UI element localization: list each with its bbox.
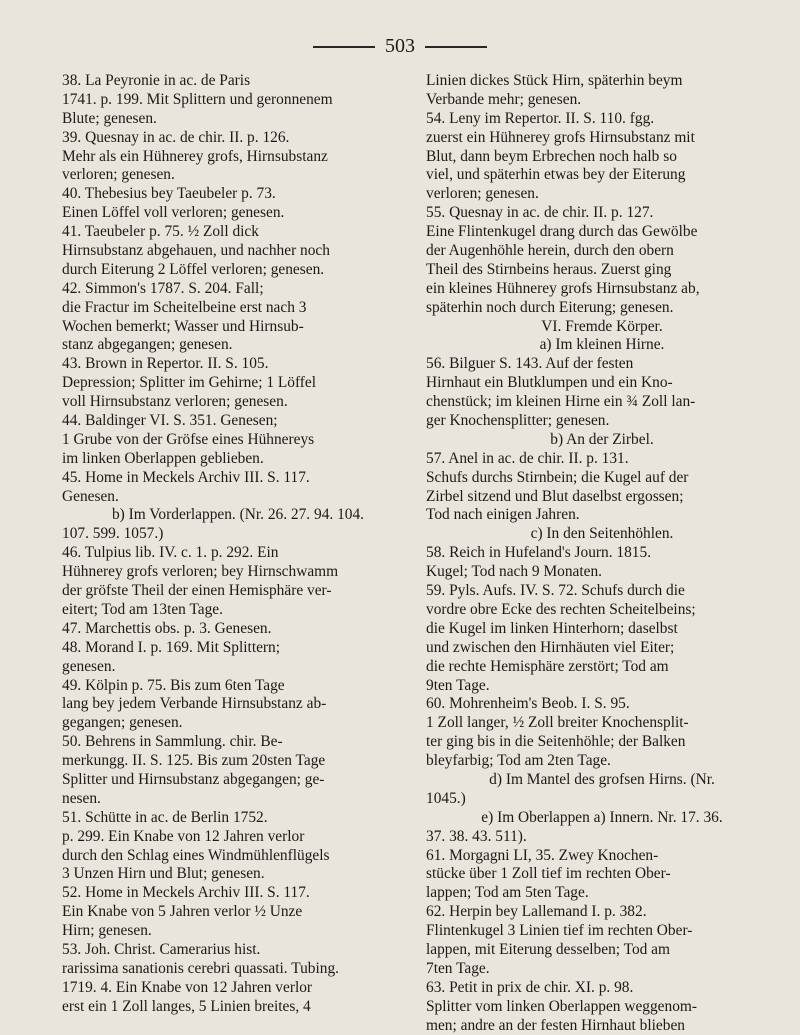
text-line: Flintenkugel 3 Linien tief im rechten Ober- xyxy=(426,922,693,940)
text-line: 61. Morgagni LI, 35. Zwey Knochen- xyxy=(426,846,659,864)
text-line: Mehr als ein Hühnerey grofs, Hirnsubstanz xyxy=(62,147,328,165)
text-line: Tod nach einigen Jahren. xyxy=(426,506,580,524)
text-line: 56. Bilguer S. 143. Auf der festen xyxy=(426,355,634,373)
text-line: gegangen; genesen. xyxy=(62,714,183,732)
left-column xyxy=(62,72,414,1017)
page-header xyxy=(0,34,800,58)
text-line: 54. Leny im Repertor. II. S. 110. fgg. xyxy=(426,109,655,127)
text-line: 1045.) xyxy=(426,789,466,807)
text-line: der gröfste Theil der einen Hemisphäre ver- xyxy=(62,582,332,600)
text-line: Ein Knabe von 5 Jahren verlor ½ Unze xyxy=(62,903,303,921)
text-line: vordre obre Ecke des rechten Scheitelbeins; xyxy=(426,600,696,618)
text-line: 42. Simmon's 1787. S. 204. Fall; xyxy=(62,279,264,297)
text-line: 48. Morand I. p. 169. Mit Splittern; xyxy=(62,638,281,656)
text-line: viel, und späterhin etwas bey der Eiterung xyxy=(426,166,686,184)
text-line: p. 299. Ein Knabe von 12 Jahren verlor xyxy=(62,827,305,845)
text-line: Theil des Stirnbeins heraus. Zuerst ging xyxy=(426,260,672,278)
text-line: Hühnerey grofs verloren; bey Hirnschwamm xyxy=(62,563,339,581)
text-line: Kugel; Tod nach 9 Monaten. xyxy=(426,563,603,581)
text-line: 41. Taeubeler p. 75. ½ Zoll dick xyxy=(62,223,259,241)
text-line: Genesen. xyxy=(62,487,119,505)
text-line: 53. Joh. Christ. Camerarius hist. xyxy=(62,940,261,958)
text-line: 3 Unzen Hirn und Blut; genesen. xyxy=(62,865,265,883)
text-line: durch den Schlag eines Windmühlenflügels xyxy=(62,846,330,864)
text-line: 37. 38. 43. 511). xyxy=(426,827,527,845)
text-line: 62. Herpin bey Lallemand I. p. 382. xyxy=(426,903,647,921)
text-line: 50. Behrens in Sammlung. chir. Be- xyxy=(62,733,283,751)
text-line: 38. La Peyronie in ac. de Paris xyxy=(62,72,251,89)
text-line: zuerst ein Hühnerey grofs Hirnsubstanz mit xyxy=(426,128,695,146)
text-line: chenstück; im kleinen Hirne ein ¾ Zoll lan- xyxy=(426,393,696,411)
text-line: Schufs durchs Stirnbein; die Kugel auf der xyxy=(426,468,689,486)
text-line: 57. Anel in ac. de chir. II. p. 131. xyxy=(426,449,629,467)
text-line: a) Im kleinen Hirne. xyxy=(539,336,665,354)
text-line: 40. Thebesius bey Taeubeler p. 73. xyxy=(62,185,276,203)
text-line: 52. Home in Meckels Archiv III. S. 117. xyxy=(62,884,310,902)
header-rule-left xyxy=(313,46,375,48)
text-line: Hirnhaut ein Blutklumpen und ein Kno- xyxy=(426,374,673,392)
text-line: Depression; Splitter im Gehirne; 1 Löffel xyxy=(62,374,317,392)
text-line: und zwischen den Hirnhäuten viel Eiter; xyxy=(426,638,675,656)
text-line: 1741. p. 199. Mit Splittern und geronnenem xyxy=(62,90,333,108)
text-line: 51. Schütte in ac. de Berlin 1752. xyxy=(62,808,268,826)
text-line: men; andre an der festen Hirnhaut blieben xyxy=(426,1016,685,1034)
text-line: ger Knochensplitter; genesen. xyxy=(426,412,610,430)
text-line: 9ten Tage. xyxy=(426,676,490,694)
text-line: Verbande mehr; genesen. xyxy=(426,90,582,108)
text-line: Hirnsubstanz abgehauen, und nachher noch xyxy=(62,242,330,260)
text-line: 1 Grube von der Gröfse eines Hühnereys xyxy=(62,430,315,448)
text-line: Wochen bemerkt; Wasser und Hirnsub- xyxy=(62,317,304,335)
text-line: Hirn; genesen. xyxy=(62,922,152,940)
text-line: e) Im Oberlappen a) Innern. Nr. 17. 36. xyxy=(481,808,723,826)
text-line: 43. Brown in Repertor. II. S. 105. xyxy=(62,355,269,373)
text-line: 63. Petit in prix de chir. XI. p. 98. xyxy=(426,978,634,996)
text-line: 107. 599. 1057.) xyxy=(62,525,164,543)
text-line: 39. Quesnay in ac. de chir. II. p. 126. xyxy=(62,128,290,146)
text-line: VI. Fremde Körper. xyxy=(541,317,663,335)
text-line: ein kleines Hühnerey grofs Hirnsubstanz ab, xyxy=(426,279,700,297)
text-line: Splitter und Hirnsubstanz abgegangen; ge- xyxy=(62,770,325,788)
text-line: Blut, dann beym Erbrechen noch halb so xyxy=(426,147,677,165)
text-line: d) Im Mantel des grofsen Hirns. (Nr. xyxy=(489,770,715,788)
text-line: stücke über 1 Zoll tief im rechten Ober- xyxy=(426,865,671,883)
text-line: genesen. xyxy=(62,657,116,675)
text-line: die Kugel im linken Hinterhorn; daselbst xyxy=(426,619,678,637)
text-line: 1 Zoll langer, ½ Zoll breiter Knochensplit- xyxy=(426,714,689,732)
text-line: Einen Löffel voll verloren; genesen. xyxy=(62,204,285,222)
text-line: 60. Mohrenheim's Beob. I. S. 95. xyxy=(426,695,630,713)
text-line: lappen; Tod am 5ten Tage. xyxy=(426,884,589,902)
text-line: 55. Quesnay in ac. de chir. II. p. 127. xyxy=(426,204,654,222)
text-line: 7ten Tage. xyxy=(426,959,490,977)
text-line: 47. Marchettis obs. p. 3. Genesen. xyxy=(62,619,272,637)
text-line: im linken Oberlappen geblieben. xyxy=(62,449,264,467)
text-line: eitert; Tod am 13ten Tage. xyxy=(62,600,223,618)
text-line: 58. Reich in Hufeland's Journ. 1815. xyxy=(426,544,652,562)
text-line: die rechte Hemisphäre zerstört; Tod am xyxy=(426,657,669,675)
text-line: 44. Baldinger VI. S. 351. Genesen; xyxy=(62,412,278,430)
text-line: b) Im Vorderlappen. (Nr. 26. 27. 94. 104. xyxy=(111,506,365,524)
text-line: 49. Kölpin p. 75. Bis zum 6ten Tage xyxy=(62,676,285,694)
text-line: der Augenhöhle herein, durch den obern xyxy=(426,242,674,260)
text-line: b) An der Zirbel. xyxy=(550,430,654,448)
text-line: lang bey jedem Verbande Hirnsubstanz ab- xyxy=(62,695,327,713)
text-line: nesen. xyxy=(62,789,101,807)
text-line: stanz abgegangen; genesen. xyxy=(62,336,233,354)
text-line: Blute; genesen. xyxy=(62,109,157,127)
text-line: Eine Flintenkugel drang durch das Gewölbe xyxy=(426,223,698,241)
text-line: erst ein 1 Zoll langes, 5 Linien breites, 4 xyxy=(62,997,311,1015)
text-line: bleyfarbig; Tod am 2ten Tage. xyxy=(426,752,611,770)
page-number: 503 xyxy=(385,34,415,57)
text-line: Linien dickes Stück Hirn, späterhin beym xyxy=(426,72,683,89)
text-line: die Fractur im Scheitelbeine erst nach 3 xyxy=(62,298,307,316)
text-line: durch Eiterung 2 Löffel verloren; genesen. xyxy=(62,260,325,278)
text-line: c) In den Seitenhöhlen. xyxy=(530,525,674,543)
text-line: ter ging bis in die Seitenhöhle; der Balken xyxy=(426,733,686,751)
text-line: merkungg. II. S. 125. Bis zum 20sten Tage xyxy=(62,752,326,770)
text-line: 46. Tulpius lib. IV. c. 1. p. 292. Ein xyxy=(62,544,279,562)
text-line: 1719. 4. Ein Knabe von 12 Jahren verlor xyxy=(62,978,313,996)
header-rule-right xyxy=(425,46,487,48)
text-line: voll Hirnsubstanz verloren; genesen. xyxy=(62,393,288,411)
text-line: Zirbel sitzend und Blut daselbst ergossen; xyxy=(426,487,684,505)
text-line: verloren; genesen. xyxy=(426,185,539,203)
text-line: späterhin noch durch Eiterung; genesen. xyxy=(426,298,674,316)
text-line: Splitter vom linken Oberlappen weggenom- xyxy=(426,997,697,1015)
right-column xyxy=(426,72,778,1035)
text-line: 45. Home in Meckels Archiv III. S. 117. xyxy=(62,468,310,486)
text-line: rarissima sanationis cerebri quassati. Tubing. xyxy=(62,959,339,977)
text-line: lappen, mit Eiterung desselben; Tod am xyxy=(426,940,670,958)
text-line: verloren; genesen. xyxy=(62,166,175,184)
text-line: 59. Pyls. Aufs. IV. S. 72. Schufs durch die xyxy=(426,582,685,600)
